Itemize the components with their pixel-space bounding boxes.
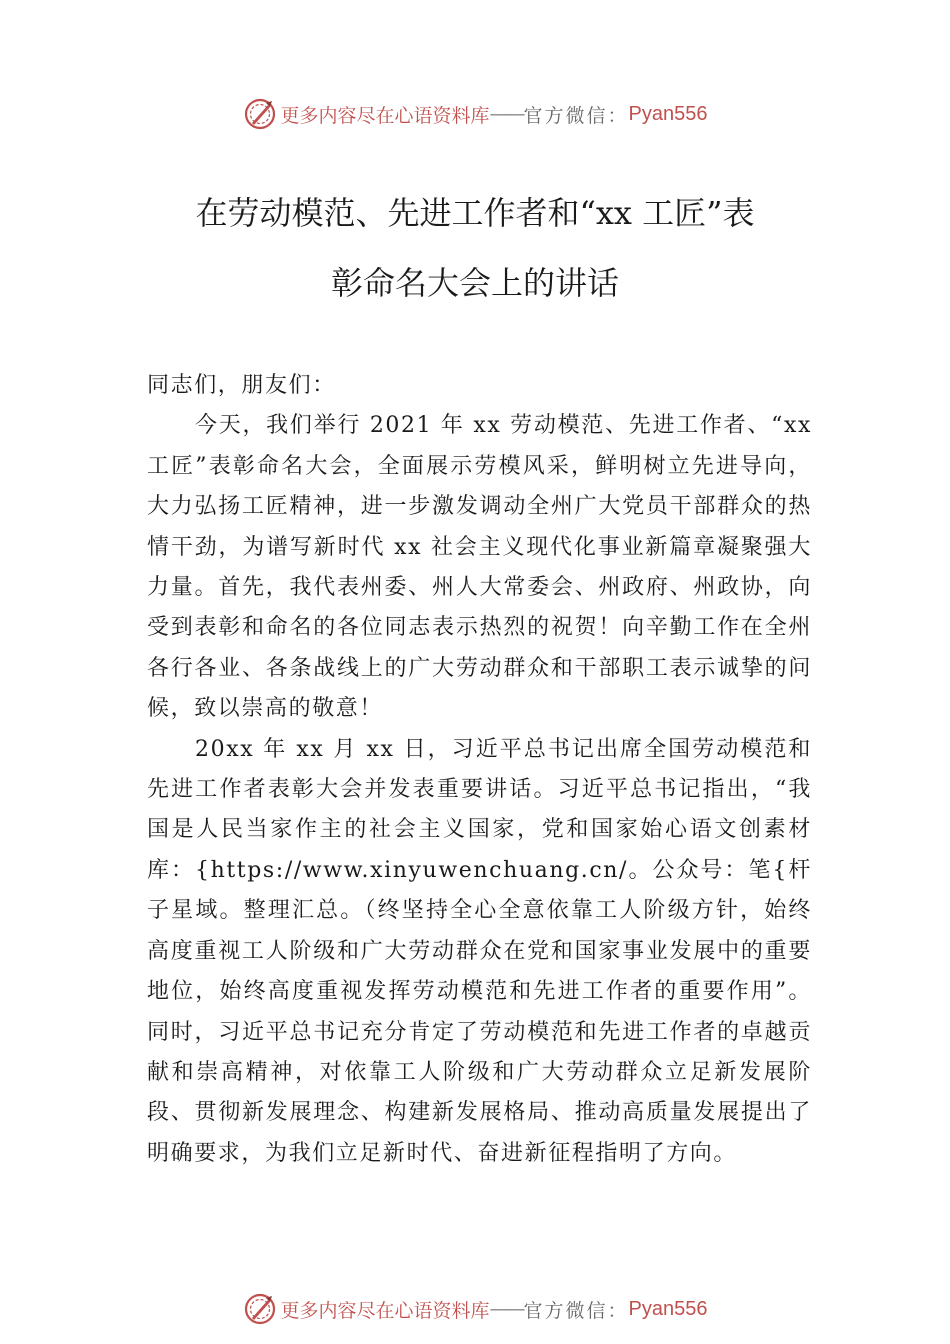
paragraph-1: 今天，我们举行 2021 年 xx 劳动模范、先进工作者、“xx 工匠”表彰命名大会，全面展示劳模风采，鲜明树立先进导向，大力弘扬工匠精神，进一步激发调动全州广大党员干部群众的热情干劲，为谱写新时代 xx 社会主义现代化事业新篇章凝聚强大力量。首先，我代表州委、州人大常委会、州政府、州政协，向受到表彰和命名的各位同志表示热烈的祝贺！向辛勤工作在全州各行各业、各条战线上的广大劳动群众和干部职工表示诚挚的问候，致以崇高的敬意！ — [147, 413, 812, 722]
banner-dash: —— — [489, 1298, 524, 1320]
document-title — [120, 178, 830, 318]
banner-brand-text: 更多内容尽在心语资料库 — [280, 104, 490, 127]
banner-wechat-id: Pyan556 — [628, 102, 708, 125]
title-line-2: 彰命名大会上的讲话 — [330, 264, 619, 302]
brand-logo-icon — [243, 97, 277, 131]
banner-brand-text: 更多内容尽在心语资料库 — [280, 1299, 490, 1322]
banner-wechat-label: 官方微信： — [523, 104, 629, 127]
title-line-1: 在劳动模范、先进工作者和“xx 工匠”表 — [195, 194, 755, 232]
brand-logo-icon — [243, 1292, 277, 1326]
banner-wechat-label: 官方微信： — [523, 1299, 629, 1322]
salutation: 同志们，朋友们： — [147, 373, 336, 398]
header-banner — [0, 94, 950, 134]
banner-wechat-id: Pyan556 — [628, 1297, 708, 1320]
document-body — [147, 366, 812, 1174]
paragraph-2: 20xx 年 xx 月 xx 日，习近平总书记出席全国劳动模范和先进工作者表彰大会并发表重要讲话。习近平总书记指出，“我国是人民当家作主的社会主义国家，党和国家始心语文创素材库：{https://www.xinyuwenchuang.cn/。公众号：笔{杆子星域。整理汇总。（终坚持全心全意依靠工人阶级方针，始终高度重视工人阶级和广大劳动群众在党和国家事业发展中的重要地位，始终高度重视发挥劳动模范和先进工作者的重要作用”。同时，习近平总书记充分肯定了劳动模范和先进工作者的卓越贡献和崇高精神，对依靠工人阶级和广大劳动群众立足新发展阶段、贯彻新发展理念、构建新发展格局、推动高质量发展提出了明确要求，为我们立足新时代、奋进新征程指明了方向。 — [147, 736, 812, 1166]
footer-banner — [0, 1289, 950, 1329]
banner-dash: —— — [489, 103, 524, 125]
